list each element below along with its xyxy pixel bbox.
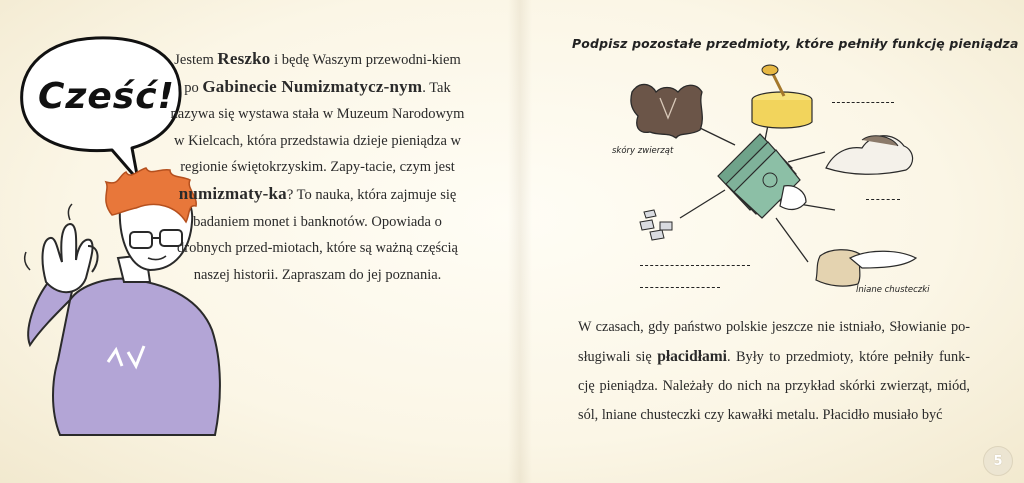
label-skins: skóry zwierząt xyxy=(612,146,674,156)
intro-text xyxy=(170,46,465,288)
intro-text-4: ? To nauka, która zajmuje się badaniem monet i banknotów. Opowiada o drobnych przed-miotach, które są ważną częścią naszej historii. Zapraszam do jej poznania. xyxy=(176,186,458,283)
answer-blank-metal-1[interactable] xyxy=(640,265,750,266)
honey-jar-icon xyxy=(752,65,812,128)
term-placidla: płacidłami xyxy=(657,348,727,365)
intro-text-2: i będę Waszym przewodni-kiem po xyxy=(184,52,461,96)
banknotes-hand-icon xyxy=(718,134,806,218)
answer-blank-metal-2[interactable] xyxy=(640,287,720,288)
money-history-text xyxy=(578,313,970,430)
intro-text-1: Jestem xyxy=(174,52,218,68)
page-fold xyxy=(508,0,532,483)
payment-items-diagram xyxy=(600,60,1000,310)
term-gabinet: Gabinecie Numizmatycz-nym xyxy=(202,76,423,96)
bubble-greeting: Cześć! xyxy=(38,76,175,117)
salt-pile-icon xyxy=(826,136,913,175)
money-text-1: W czasach, gdy państwo polskie jeszcze nie istniało, Słowianie po-sługiwali się xyxy=(578,319,970,365)
money-text-2: . Były to przedmioty, które pełniły funk-cję pieniądza. Należały do nich na przykład skórki zwierząt, miód, sól, lniane chusteczki czy kawałki metalu. Płacidło musiało być xyxy=(578,349,970,423)
term-numizmatyka: numizmaty-ka xyxy=(178,183,287,203)
metal-pieces-icon xyxy=(640,210,672,240)
answer-blank-salt[interactable] xyxy=(866,199,900,200)
linen-cloth-icon xyxy=(816,250,916,286)
intro-text-3: . Tak nazywa się wystawa stała w Muzeum Narodowym w Kielcach, która przedstawia dzieje pieniądza w regionie świętokrzyskim. Zapy-tacie, czym jest xyxy=(170,79,465,176)
animal-skin-icon xyxy=(631,84,702,138)
label-linen: lniane chusteczki xyxy=(856,285,930,295)
answer-blank-honey[interactable] xyxy=(832,102,894,103)
name-reszko: Reszko xyxy=(217,49,271,68)
activity-title: Podpisz pozostałe przedmioty, które pełniły funkcję pieniądza xyxy=(572,36,1019,51)
page-number-badge: 5 xyxy=(983,446,1013,476)
